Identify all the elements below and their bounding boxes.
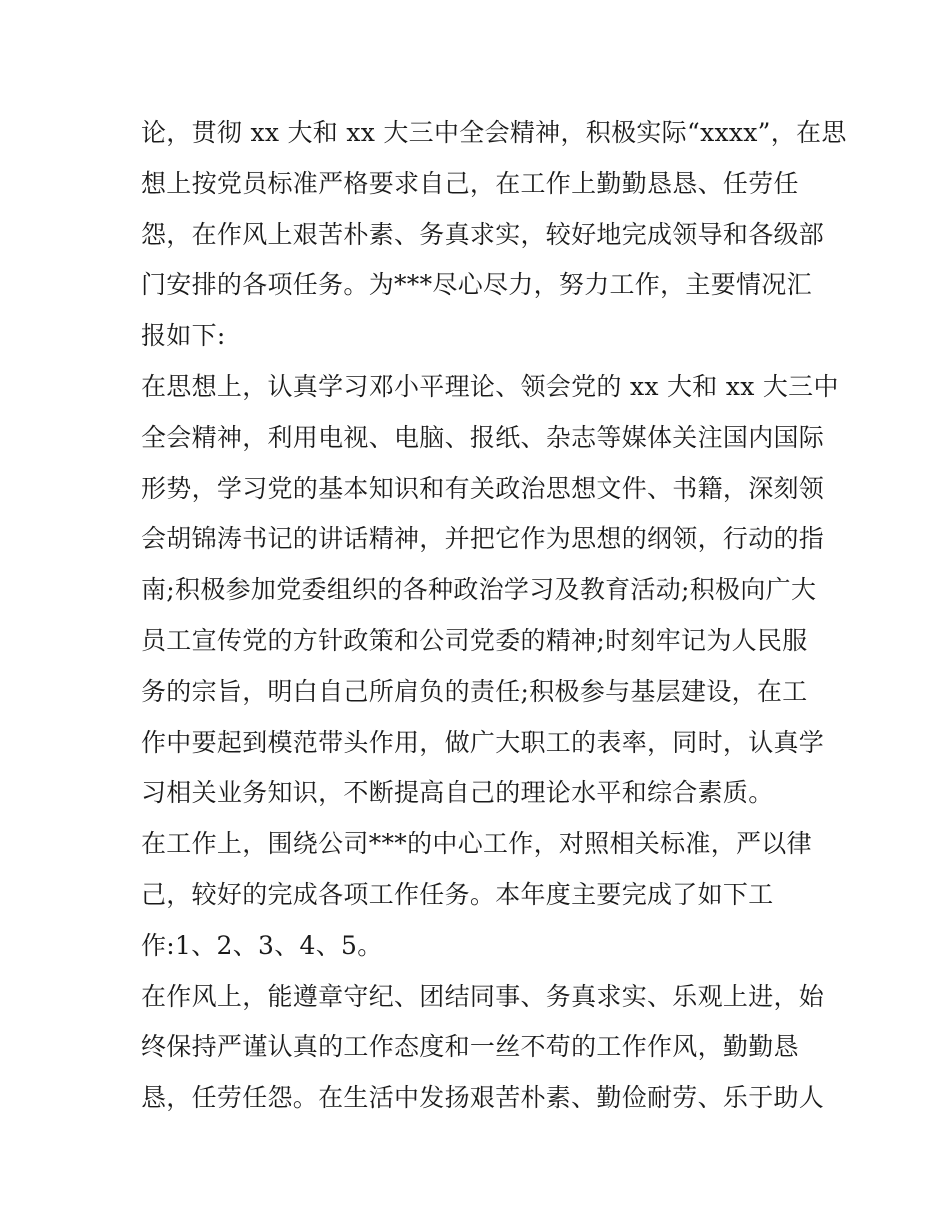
body-text (141, 108, 847, 1124)
text-line: 习相关业务知识，不断提高自己的理论水平和综合素质。 (141, 778, 774, 808)
text-line: 作中要起到模范带头作用，做广大职工的表率，同时，认真学 (141, 727, 825, 757)
text-line: 形势，学习党的基本知识和有关政治思想文件、书籍，深刻领 (141, 473, 825, 503)
text-line: 恳，任劳任怨。在生活中发扬艰苦朴素、勤俭耐劳、乐于助人 (141, 1083, 825, 1113)
text-line: 全会精神，利用电视、电脑、报纸、杂志等媒体关注国内国际 (141, 422, 825, 452)
text-line: 作:1、2、3、4、5。 (141, 930, 383, 960)
text-line: 怨，在作风上艰苦朴素、务真求实，较好地完成领导和各级部 (141, 219, 825, 249)
text-line: 报如下: (141, 321, 226, 351)
text-line: 己，较好的完成各项工作任务。本年度主要完成了如下工 (141, 879, 774, 909)
text-line: 门安排的各项任务。为***尽心尽力，努力工作，主要情况汇 (141, 270, 812, 300)
text-line: 南;积极参加党委组织的各种政治学习及教育活动;积极向广大 (141, 575, 817, 605)
text-line: 在作风上，能遵章守纪、团结同事、务真求实、乐观上进，始 (141, 981, 825, 1011)
text-line: 会胡锦涛书记的讲话精神，并把它作为思想的纲领，行动的指 (141, 524, 825, 554)
text-line: 论，贯彻 xx 大和 xx 大三中全会精神，积极实际“xxxx”，在思 (141, 118, 847, 147)
text-line: 想上按党员标准严格要求自己，在工作上勤勤恳恳、任劳任 (141, 168, 799, 198)
text-line: 务的宗旨，明白自己所肩负的责任;积极参与基层建设，在工 (141, 676, 808, 706)
text-line: 在工作上，围绕公司***的中心工作，对照相关标准，严以律 (141, 829, 812, 859)
text-line: 在思想上，认真学习邓小平理论、领会党的 xx 大和 xx 大三中 (141, 371, 839, 401)
text-line: 员工宣传党的方针政策和公司党委的精神;时刻牢记为人民服 (141, 625, 808, 655)
text-line: 终保持严谨认真的工作态度和一丝不苟的工作作风，勤勤恳 (141, 1032, 799, 1062)
